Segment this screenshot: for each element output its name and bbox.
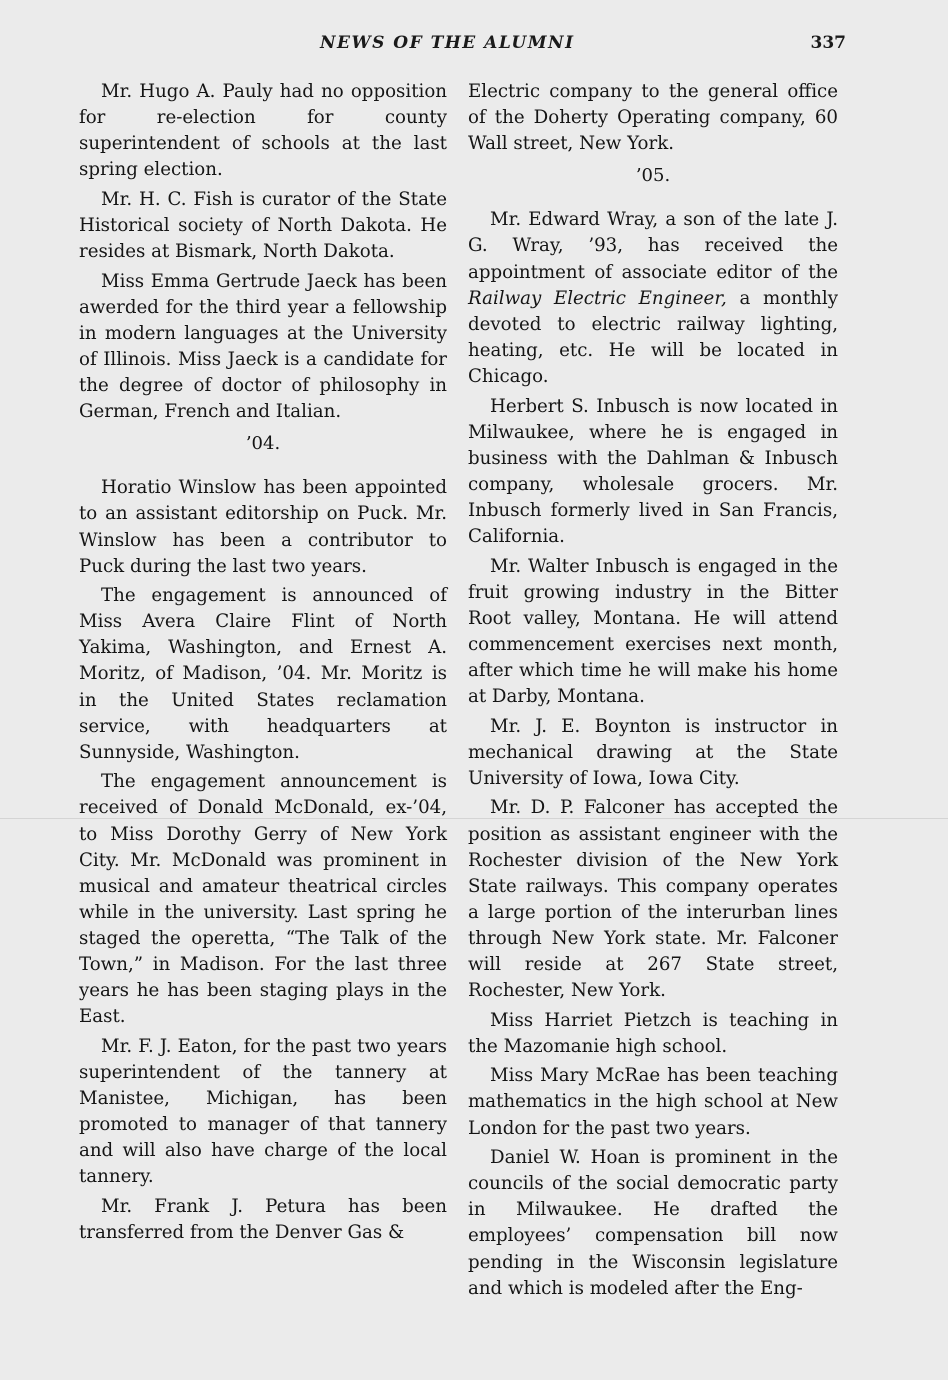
paragraph-mcrae: Miss Mary McRae has been teaching mathematics in the high school at New London for the past two years. bbox=[468, 1065, 838, 1139]
wray-text-end: a monthly devoted to electric railway lighting, heating, etc. He will be located in Chicago. bbox=[468, 287, 838, 387]
section-heading-05: ’05. bbox=[635, 165, 671, 187]
paragraph-winslow: Horatio Winslow has been appointed to an assistant editorship on Puck. Mr. Winslow has been a contributor to Puck during the last two years. bbox=[79, 477, 447, 577]
paragraph-walter-inbusch: Mr. Walter Inbusch is engaged in the fruit growing industry in the Bitter Root valley, Montana. He will attend commencement exercises next month, after which time he will make his home at Darby, Montana. bbox=[468, 555, 838, 708]
paragraph-herbert-inbusch: Herbert S. Inbusch is now located in Milwaukee, where he is engaged in business with the Dahlman & Inbusch company, wholesale grocers. Mr. Inbusch formerly lived in San Francis, California. bbox=[468, 395, 838, 547]
paragraph-eaton: Mr. F. J. Eaton, for the past two years superintendent of the tannery at Manistee, Michigan, has been promoted to manager of that tannery and will also have charge of the local tannery. bbox=[79, 1035, 447, 1188]
paragraph-moritz: The engagement is announced of Miss Avera Claire Flint of North Yakima, Washington, and Ernest A. Moritz, of Madison, ’04. Mr. Moritz is in the United States reclamation service, with headquarters at Sunnyside, Washington. bbox=[79, 585, 447, 763]
paragraph-wray bbox=[468, 207, 838, 390]
paragraph-fish: Mr. H. C. Fish is curator of the State Historical society of North Dakota. He resides at Bismark, North Dakota. bbox=[79, 188, 447, 263]
paragraph-boynton: Mr. J. E. Boynton is instructor in mechanical drawing at the State University of Iowa, Iowa City. bbox=[468, 715, 838, 789]
section-heading-04: ’04. bbox=[245, 433, 281, 455]
journal-title: Railway Electric Engineer, bbox=[468, 287, 727, 309]
page-number: 337 bbox=[810, 33, 846, 53]
paragraph-hoan: Daniel W. Hoan is prominent in the councils of the social democratic party in Milwaukee. He drafted the employees’ compensation bill now pending in the Wisconsin legislature and which is modeled after the Eng- bbox=[468, 1147, 838, 1299]
paragraph-mcdonald: The engagement announcement is received of Donald McDonald, ex-’04, to Miss Dorothy Gerry of New York City. Mr. McDonald was prominent in musical and amateur theatrical circles while in the university. Last spring he staged the operetta, “The Talk of the Town,” in Madison. For the last three years he has been staging plays in the East. bbox=[79, 771, 447, 1028]
paragraph-petura: Mr. Frank J. Petura has been transferred from the Denver Gas & bbox=[79, 1195, 447, 1243]
left-column bbox=[79, 79, 447, 1250]
running-title: NEWS OF THE ALUMNI bbox=[320, 33, 575, 53]
paragraph-falconer: Mr. D. P. Falconer has accepted the position as assistant engineer with the Rochester division of the New York State railways. This company operates a large portion of the interurban lines through New York state. Mr. Falconer will reside at 267 State street, Rochester, New York. bbox=[468, 797, 838, 1002]
right-column bbox=[468, 79, 838, 1305]
paragraph-jaeck: Miss Emma Gertrude Jaeck has been awerded for the third year a fellowship in modern languages at the University of Illinois. Miss Jaeck is a candidate for the degree of doctor of philosophy in German, French and Italian. bbox=[79, 270, 447, 423]
paragraph-pauly: Mr. Hugo A. Pauly had no opposition for re-election for county superintendent of schools at the last spring election. bbox=[79, 81, 447, 181]
paragraph-pietzch: Miss Harriet Pietzch is teaching in the Mazomanie high school. bbox=[468, 1009, 838, 1057]
wray-text-start: Mr. Edward Wray, a son of the late J. G. Wray, ’93, has received the appointment of associate editor of the bbox=[468, 209, 838, 283]
paragraph-petura-continued: Electric company to the general office of the Doherty Operating company, 60 Wall street, New York. bbox=[468, 81, 838, 155]
